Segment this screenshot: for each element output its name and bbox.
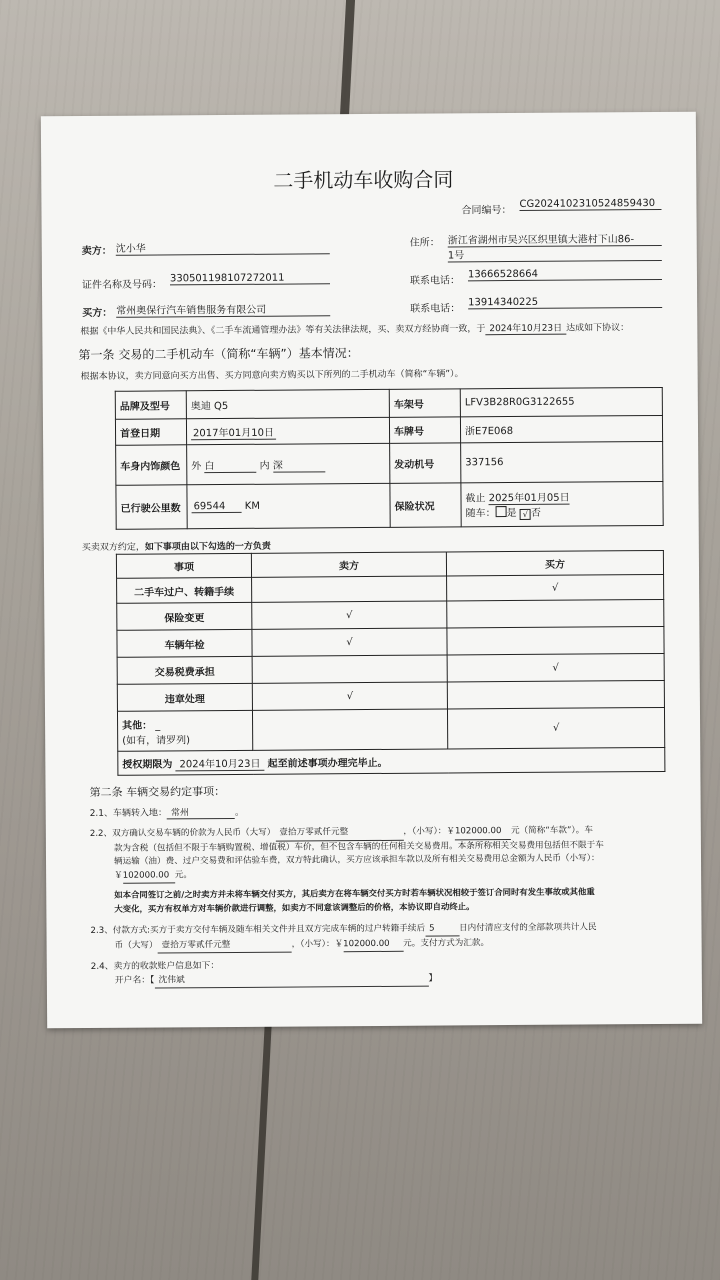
c22-l1b: ，（小写）：￥ [403, 826, 455, 837]
bold-line-1: 如本合同签订之前/之时卖方并未将车辆交付买方，其后卖方在将车辆交付买方时若车辆状况相较于签订合同时有发生事故或其他重 [114, 886, 595, 900]
c23-l2c: 元。支付方式为汇款。 [403, 938, 490, 949]
table-row [117, 626, 664, 657]
c22-l2: 款为含税（包括但不限于车辆购置税、增值税）车价，但不包含车辆的任何相关交易费用。本条所称相关交易费用包括但不限于车 [113, 839, 604, 854]
plate-label: 车牌号 [389, 417, 460, 443]
clause-2-4 [91, 958, 438, 989]
buyer-label: 买方： [82, 307, 113, 320]
c21-no: 2.1、 [89, 808, 114, 819]
no-label: 否 [530, 507, 541, 519]
color-label: 车身内饰颜色 [116, 445, 187, 485]
resp-other-note: (如有，请罗列) [122, 734, 191, 747]
c22-l4a: ￥ [114, 870, 123, 881]
seller-name: 沈小华 [116, 238, 330, 255]
resp-buyer-mark [447, 599, 664, 628]
auth-label: 授权期限为 [122, 759, 173, 771]
resp-intro [82, 539, 271, 553]
responsibility-table [116, 550, 666, 776]
wood-seam-bottom [251, 1024, 271, 1280]
contract-title: 二手机动车收购合同 [273, 167, 454, 193]
reg-date-value: 2017年01月10日 [191, 428, 276, 441]
reg-date-label: 首登日期 [115, 419, 186, 445]
c23-no: 2.3、 [90, 925, 113, 936]
resp-other-cell [117, 710, 252, 751]
address-line1: 浙江省湖州市吴兴区织里镇大港村下山86- [448, 230, 662, 247]
seller-phone-label: 联系电话： [409, 275, 461, 287]
address-line2: 1号 [448, 245, 662, 262]
preamble [80, 320, 629, 337]
contract-no-label: 合同编号： [461, 205, 512, 217]
preamble-end: 达成如下协议： [566, 323, 630, 334]
mileage-cell [187, 483, 390, 528]
c21-text: 车辆转入地： [112, 808, 168, 819]
article1-intro: 根据本协议，卖方同意向买方出售、买方同意向卖方购买以下所列的二手机动车（简称“车辆”）。 [80, 369, 464, 383]
interior-prefix: 内 [259, 460, 270, 472]
seller-label: 卖方： [81, 245, 112, 258]
resp-other-blank: _ [155, 719, 161, 732]
c21-value: 常州 [167, 805, 235, 819]
vin-label: 车架号 [389, 389, 460, 417]
article1-title: 第一条 交易的二手机动车（简称“车辆”）基本情况： [78, 346, 359, 363]
contract-page [41, 112, 702, 1029]
resp-seller-mark: √ [252, 682, 447, 710]
resp-buyer-mark: √ [447, 653, 664, 682]
preamble-text: 根据《中华人民共和国民法典》、《二手车流通管理办法》等有关法律法规，买、卖双方经协商一致，于 [80, 324, 486, 338]
c24-text: 卖方的收款账户信息如下： [113, 961, 220, 972]
auth-end: 起至前述事项办理完毕止。 [267, 757, 388, 770]
table-row [117, 707, 664, 751]
vehicle-info-table [115, 387, 664, 530]
resp-other-seller [252, 709, 447, 750]
c22-l4c: 元。 [174, 869, 192, 880]
table-row [117, 653, 664, 684]
contract-no: CG20241023105248594​30 [519, 198, 661, 211]
resp-header-buyer: 买方 [446, 550, 663, 576]
mileage-unit: KM [244, 500, 260, 512]
wood-seam-top [340, 0, 355, 116]
adjustment-clause [114, 884, 595, 915]
c24-holder-label: 开户名：【 [114, 975, 155, 986]
insurance-date: 2025年01月05日 [488, 492, 570, 505]
c23-l1a: 付款方式:买方于卖方交付车辆及随车相关文件并且双方完成车辆的过户转籍手续后 [112, 923, 426, 936]
mileage-value: 69544 [192, 500, 242, 512]
c22-l1a: 双方确认交易车辆的价款为人民币（大写） [112, 827, 276, 839]
c24-close: 】 [428, 973, 438, 984]
resp-header-item: 事项 [116, 553, 251, 578]
id-number: 330501198107272011 [170, 272, 330, 285]
resp-other-buyer: √ [447, 707, 664, 749]
bold-line-2: 大变化，买方有权单方对车辆价款进行调整，如卖方不同意该调整后的价格，本协议即自动终止。 [114, 901, 475, 914]
article2-title: 第二条 车辆交易约定事项： [89, 785, 226, 799]
resp-intro-a: 买卖双方约定， [81, 542, 145, 554]
resp-other-label: 其他： [122, 720, 153, 732]
interior-color: 深 [273, 456, 325, 472]
resp-header-seller: 卖方 [251, 552, 446, 577]
c23-l2b: ，（小写）：￥ [291, 939, 344, 950]
resp-item: 车辆年检 [117, 629, 252, 657]
engine-label: 发动机号 [390, 443, 461, 483]
c22-l1c: 元（简称“车款”）。车 [510, 825, 593, 837]
resp-item: 保险变更 [117, 602, 252, 630]
with-car-label: 随车： [465, 508, 496, 520]
resp-buyer-mark [447, 626, 664, 655]
resp-seller-mark: √ [252, 628, 447, 656]
clause-2-2 [90, 824, 604, 884]
id-label: 证件名称及号码： [81, 279, 163, 292]
auth-cell [118, 747, 665, 775]
table-row [117, 574, 664, 603]
address-label: 住所： [409, 237, 440, 249]
auth-date: 2024年10月23日 [176, 759, 265, 772]
plate-value: 浙E7E068 [460, 415, 662, 442]
mileage-label: 已行驶公里数 [116, 485, 187, 529]
clause-2-3 [90, 920, 596, 954]
exterior-prefix: 外 [191, 460, 202, 472]
c24-no: 2.4、 [90, 961, 114, 972]
reg-date-cell [186, 417, 389, 444]
c22-lower: 102000.00 [455, 825, 511, 840]
seller-phone: 13666528664 [468, 268, 662, 281]
c21-end: 。 [235, 807, 245, 818]
c23-l1b: 日内付清应支付的全部款项共计人民 [459, 922, 597, 934]
vin-value: LFV3B28R0G3122655 [460, 387, 662, 416]
table-row [117, 680, 664, 711]
buyer-phone: 13914340225 [468, 296, 662, 309]
yes-checkbox [496, 506, 507, 517]
engine-value: 337156 [461, 441, 663, 482]
c22-l4b: 102000.00 [123, 869, 175, 884]
clause-2-1 [90, 805, 244, 820]
c22-l3: 辆运输（油）费、过户交易费和评估验车费，双方特此确认，买方应该承担车款以及所有相关交易费用总金额为人民币（小写）： [113, 853, 600, 867]
exterior-color: 白 [204, 456, 256, 472]
c23-upper: 壹拾万零贰仟元整 [158, 938, 292, 954]
preamble-date: 2024年10月23日 [485, 324, 566, 336]
insurance-cell [461, 481, 663, 526]
brand-value: 奥迪 Q5 [186, 389, 389, 418]
color-cell [187, 443, 390, 484]
resp-item: 违章处理 [117, 683, 252, 711]
buyer-phone-label: 联系电话： [410, 303, 461, 315]
insurance-label: 保险状况 [390, 483, 461, 527]
resp-item: 交易税费承担 [117, 656, 252, 684]
c22-upper: 壹拾万零贰仟元整 [275, 826, 403, 841]
c22-no: 2.2、 [89, 828, 113, 839]
brand-label: 品牌及型号 [115, 391, 186, 419]
resp-seller-mark [252, 576, 447, 602]
c24-holder: 沈伟斌 [154, 972, 428, 989]
buyer-name: 常州奥保行汽车销售服务有限公司 [116, 300, 330, 317]
resp-seller-mark: √ [252, 601, 447, 629]
yes-label: 是 [506, 507, 517, 520]
table-row [117, 599, 664, 630]
resp-buyer-mark: √ [447, 574, 664, 601]
no-checkbox: √ [520, 509, 531, 520]
resp-item: 二手车过户、转籍手续 [117, 577, 252, 603]
resp-seller-mark [252, 655, 447, 683]
c23-lower: 102000.00 [343, 937, 403, 952]
resp-buyer-mark [447, 680, 664, 709]
resp-intro-b: 如下事项由以下勾选的一方负责 [144, 541, 271, 553]
insurance-prefix: 截止 [465, 493, 486, 505]
c23-l2a: 币（大写） [114, 940, 158, 951]
c23-days: 5 [425, 921, 459, 936]
